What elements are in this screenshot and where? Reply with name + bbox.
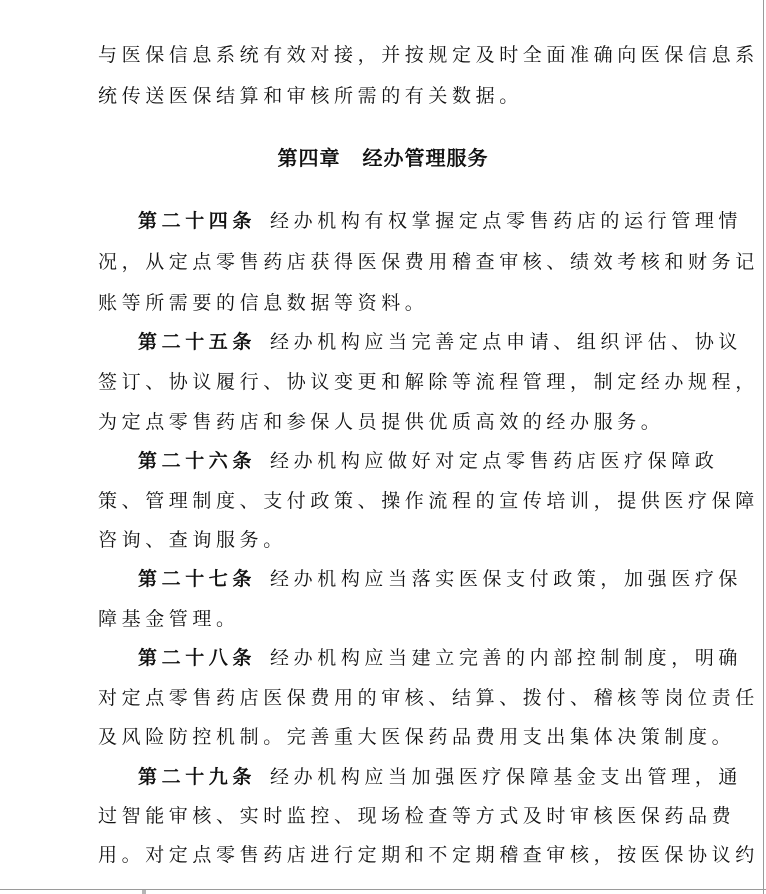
article-26-text-1: 经办机构应做好对定点零售药店医疗保障政: [270, 450, 719, 472]
article-25-text-1: 经办机构应当完善定点申请、组织评估、协议: [270, 331, 743, 353]
article-29-line-2: 过智能审核、实时监控、现场检查等方式及时审核医保药品费: [98, 805, 736, 827]
article-29-text-1: 经办机构应当加强医疗保障基金支出管理，通: [270, 766, 743, 788]
page-bottom-border: [0, 889, 766, 890]
chapter-title: 经办管理服务: [362, 146, 489, 170]
article-24-text-1: 经办机构有权掌握定点零售药店的运行管理情: [270, 210, 743, 232]
chapter-heading: [98, 145, 668, 171]
article-26-line-1: [98, 448, 719, 474]
article-27-line-2: 障基金管理。: [98, 608, 240, 630]
article-24-line-2: 况，从定点零售药店获得医保费用稽查审核、绩效考核和财务记: [98, 251, 759, 273]
article-29-line-3: 用。对定点零售药店进行定期和不定期稽查审核，按医保协议约: [98, 844, 759, 866]
article-28-line-1: [98, 645, 743, 671]
article-27-heading: 第二十七条: [138, 568, 257, 590]
article-27-text-1: 经办机构应当落实医保支付政策，加强医疗保: [270, 568, 743, 590]
article-26-heading: 第二十六条: [138, 450, 257, 472]
intro-line-1: 与医保信息系统有效对接，并按规定及时全面准确向医保信息系: [98, 44, 759, 66]
chapter-number: 第四章: [277, 146, 341, 170]
article-28-line-3: 及风险防控机制。完善重大医保药品费用支出集体决策制度。: [98, 726, 736, 748]
article-26-line-2: 策、管理制度、支付政策、操作流程的宣传培训，提供医疗保障: [98, 490, 759, 512]
article-25-heading: 第二十五条: [138, 331, 257, 353]
article-28-line-2: 对定点零售药店医保费用的审核、结算、拨付、稽核等岗位责任: [98, 687, 759, 709]
article-28-text-1: 经办机构应当建立完善的内部控制制度，明确: [270, 647, 743, 669]
page-bottom-mark: [142, 890, 146, 894]
article-28-heading: 第二十八条: [138, 647, 257, 669]
article-24-heading: 第二十四条: [138, 210, 257, 232]
article-25-line-1: [98, 329, 743, 355]
article-26-line-3: 咨询、查询服务。: [98, 529, 287, 551]
article-24-line-3: 账等所需要的信息数据等资料。: [98, 292, 429, 314]
article-27-line-1: [98, 566, 743, 592]
article-29-heading: 第二十九条: [138, 766, 257, 788]
article-29-line-1: [98, 764, 743, 790]
article-24-line-1: [98, 208, 743, 234]
page-right-border: [763, 0, 764, 894]
intro-line-2: 统传送医保结算和审核所需的有关数据。: [98, 85, 523, 107]
article-25-line-2: 签订、协议履行、协议变更和解除等流程管理，制定经办规程，: [98, 371, 759, 393]
article-25-line-3: 为定点零售药店和参保人员提供优质高效的经办服务。: [98, 411, 665, 433]
